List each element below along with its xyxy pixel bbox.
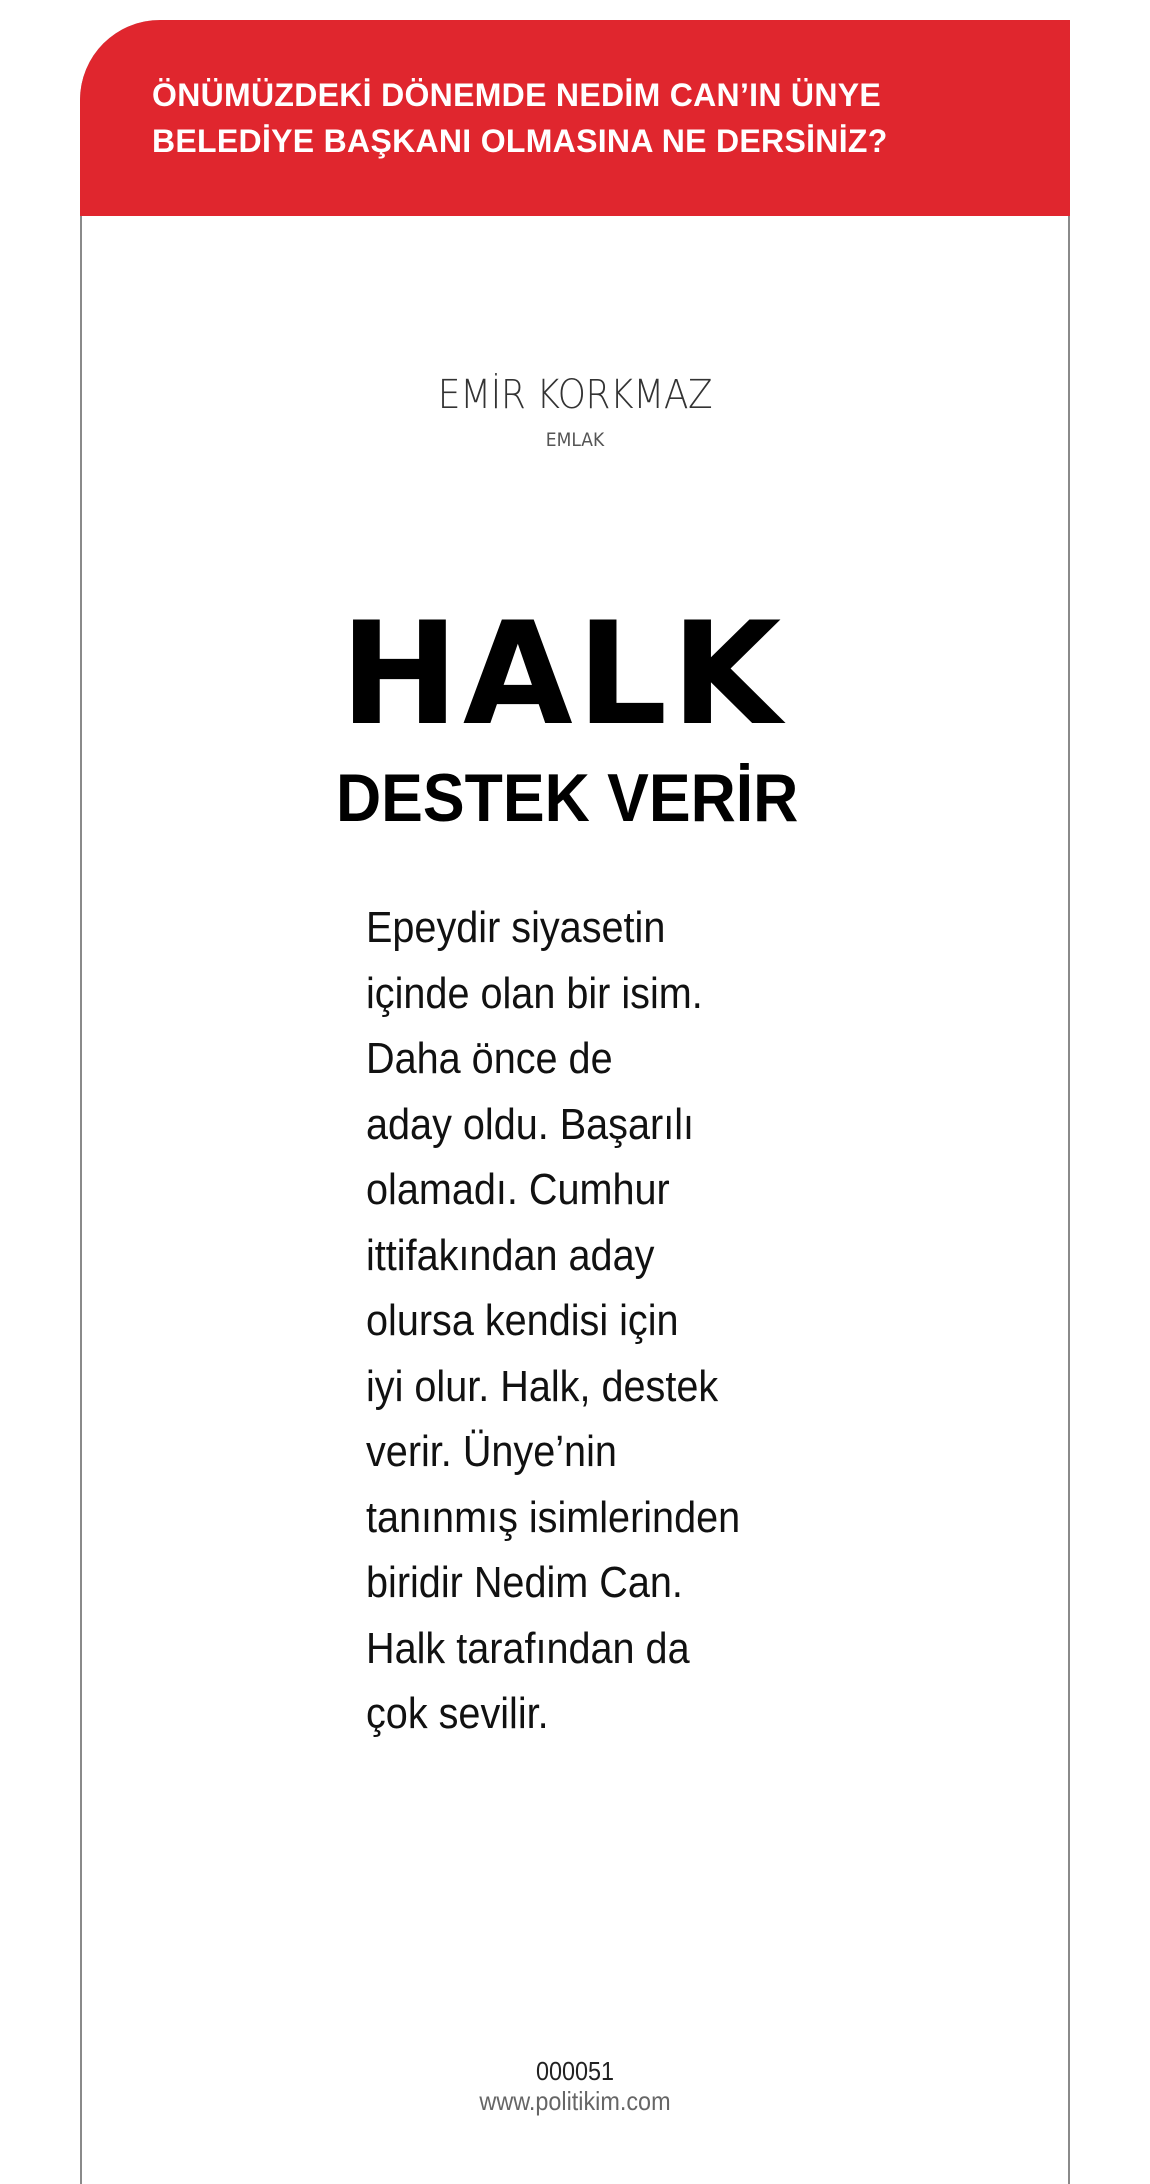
page-number: 000051 bbox=[535, 2056, 615, 2086]
body-line: verir. Ünye’nin bbox=[366, 1427, 617, 1476]
subheadline: DESTEK VERİR bbox=[336, 760, 799, 836]
body-line: tanınmış isimlerinden bbox=[366, 1492, 741, 1542]
body-line: biridir Nedim Can. bbox=[366, 1558, 683, 1607]
question-banner bbox=[80, 20, 1070, 216]
body-line: içinde olan bir isim. bbox=[366, 968, 703, 1018]
body-line: Epeydir siyasetin bbox=[366, 903, 666, 952]
body-line: çok sevilir. bbox=[366, 1689, 549, 1738]
body-line: olursa kendisi için bbox=[366, 1296, 679, 1345]
author-name: EMİR KORKMAZ bbox=[437, 372, 713, 418]
body-line: Halk tarafından da bbox=[366, 1623, 690, 1673]
website-url[interactable]: www.politikim.com bbox=[479, 2086, 671, 2116]
body-line: olamadı. Cumhur bbox=[366, 1165, 670, 1214]
body-line: Daha önce de bbox=[366, 1034, 613, 1083]
author-role: EMLAK bbox=[545, 429, 605, 451]
body-line: iyi olur. Halk, destek bbox=[366, 1361, 719, 1411]
body-text bbox=[366, 895, 786, 1747]
body-line: ittifakından aday bbox=[366, 1230, 655, 1280]
headline: HALK bbox=[340, 592, 786, 757]
banner-question: ÖNÜMÜZDEKİ DÖNEMDE NEDİM CAN’IN ÜNYE BELEDİYE BAŞKANI OLMASINA NE DERSİNİZ? bbox=[152, 77, 888, 159]
body-line: aday oldu. Başarılı bbox=[366, 1099, 695, 1149]
